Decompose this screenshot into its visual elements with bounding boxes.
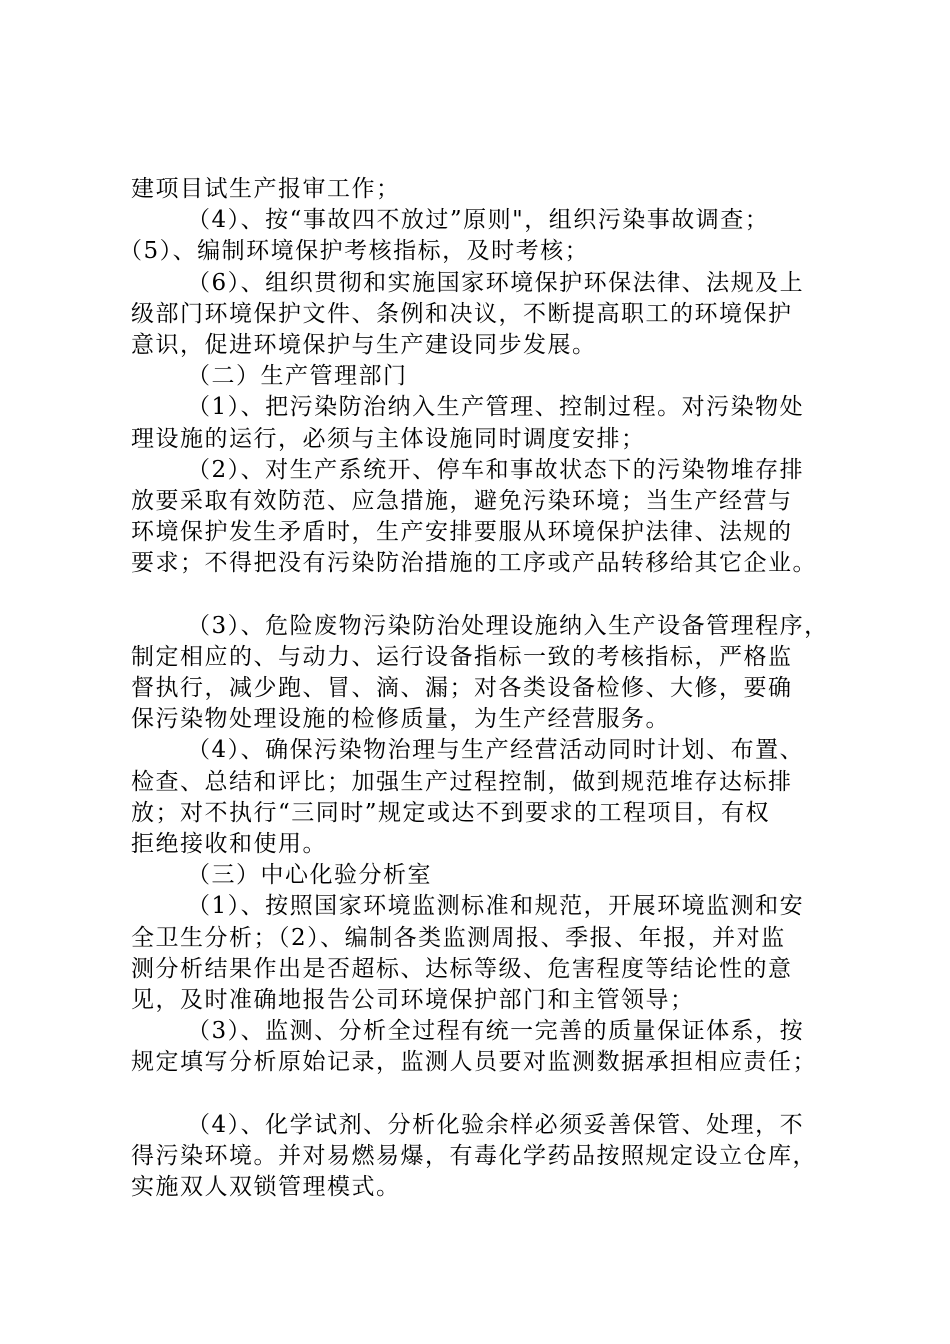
paragraph-line: （2）、对生产系统开、停车和事故状态下的污染物堆存排 <box>187 456 805 483</box>
paragraph-gap <box>131 579 843 610</box>
paragraph-line: 测分析结果作出是否超标、达标等级、危害程度等结论性的意 <box>131 955 793 982</box>
paragraph-line: （6）、组织贯彻和实施国家环境保护环保法律、法规及上 <box>187 269 805 296</box>
paragraph-line: 全卫生分析；（2）、编制各类监测周报、季报、年报，并对监 <box>131 924 786 951</box>
paragraph-line: （3）、危险废物污染防治处理设施纳入生产设备管理程序， <box>187 612 829 639</box>
paragraph-line: 要求；不得把没有污染防治措施的工序或产品转移给其它企业。 <box>131 550 817 577</box>
paragraph-line: 放要采取有效防范、应急措施，避免污染环境；当生产经营与 <box>131 487 793 514</box>
paragraph-line: 实施双人双锁管理模式。 <box>131 1174 401 1200</box>
paragraph-line: 拒绝接收和使用。 <box>131 830 327 857</box>
paragraph-line: （4）、化学试剂、分析化验余样必须妥善保管、处理，不 <box>187 1111 805 1138</box>
paragraph-line: 规定填写分析原始记录，监测人员要对监测数据承担相应责任； <box>131 1049 817 1076</box>
paragraph-line: 级部门环境保护文件、条例和决议，不断提高职工的环境保护 <box>131 300 793 327</box>
paragraph-line: 意识，促进环境保护与生产建设同步发展。 <box>131 331 597 358</box>
document-body <box>119 174 843 1203</box>
paragraph-line: （4）、按“事故四不放过”原则"，组织污染事故调查； <box>187 207 770 234</box>
paragraph-line: 检查、总结和评比；加强生产过程控制，做到规范堆存达标排 <box>131 768 793 795</box>
paragraph-line: 放；对不执行“三同时”规定或达不到要求的工程项目，有权 <box>131 799 771 826</box>
paragraph-gap <box>131 1078 843 1109</box>
section-heading: （二）生产管理部门 <box>187 363 408 390</box>
paragraph-line: （1）、按照国家环境监测标准和规范，开展环境监测和安 <box>187 893 805 920</box>
paragraph-line: 理设施的运行，必须与主体设施同时调度安排； <box>131 425 646 452</box>
section-heading: （三）中心化验分析室 <box>187 862 432 889</box>
paragraph-line: 督执行，减少跑、冒、滴、漏；对各类设备检修、大修，要确 <box>131 675 793 701</box>
paragraph-line: （3）、监测、分析全过程有统一完善的质量保证体系，按 <box>187 1018 805 1045</box>
paragraph-line: （5）、编制环境保护考核指标，及时考核； <box>119 238 590 265</box>
paragraph-line: 见，及时准确地报告公司环境保护部门和主管领导； <box>131 986 695 1013</box>
paragraph-line: （1）、把污染防治纳入生产管理、控制过程。对污染物处 <box>187 394 805 421</box>
paragraph-line: 建项目试生产报审工作； <box>131 176 401 202</box>
paragraph-line: （4）、确保污染物治理与生产经营活动同时计划、布置、 <box>187 737 805 764</box>
paragraph-line: 保污染物处理设施的检修质量，为生产经营服务。 <box>131 706 670 733</box>
paragraph-line: 环境保护发生矛盾时，生产安排要服从环境保护法律、法规的 <box>131 519 793 546</box>
paragraph-line: 制定相应的、与动力、运行设备指标一致的考核指标，严格监 <box>131 643 793 670</box>
paragraph-line: 得污染环境。并对易燃易爆，有毒化学药品按照规定设立仓库， <box>131 1142 817 1169</box>
